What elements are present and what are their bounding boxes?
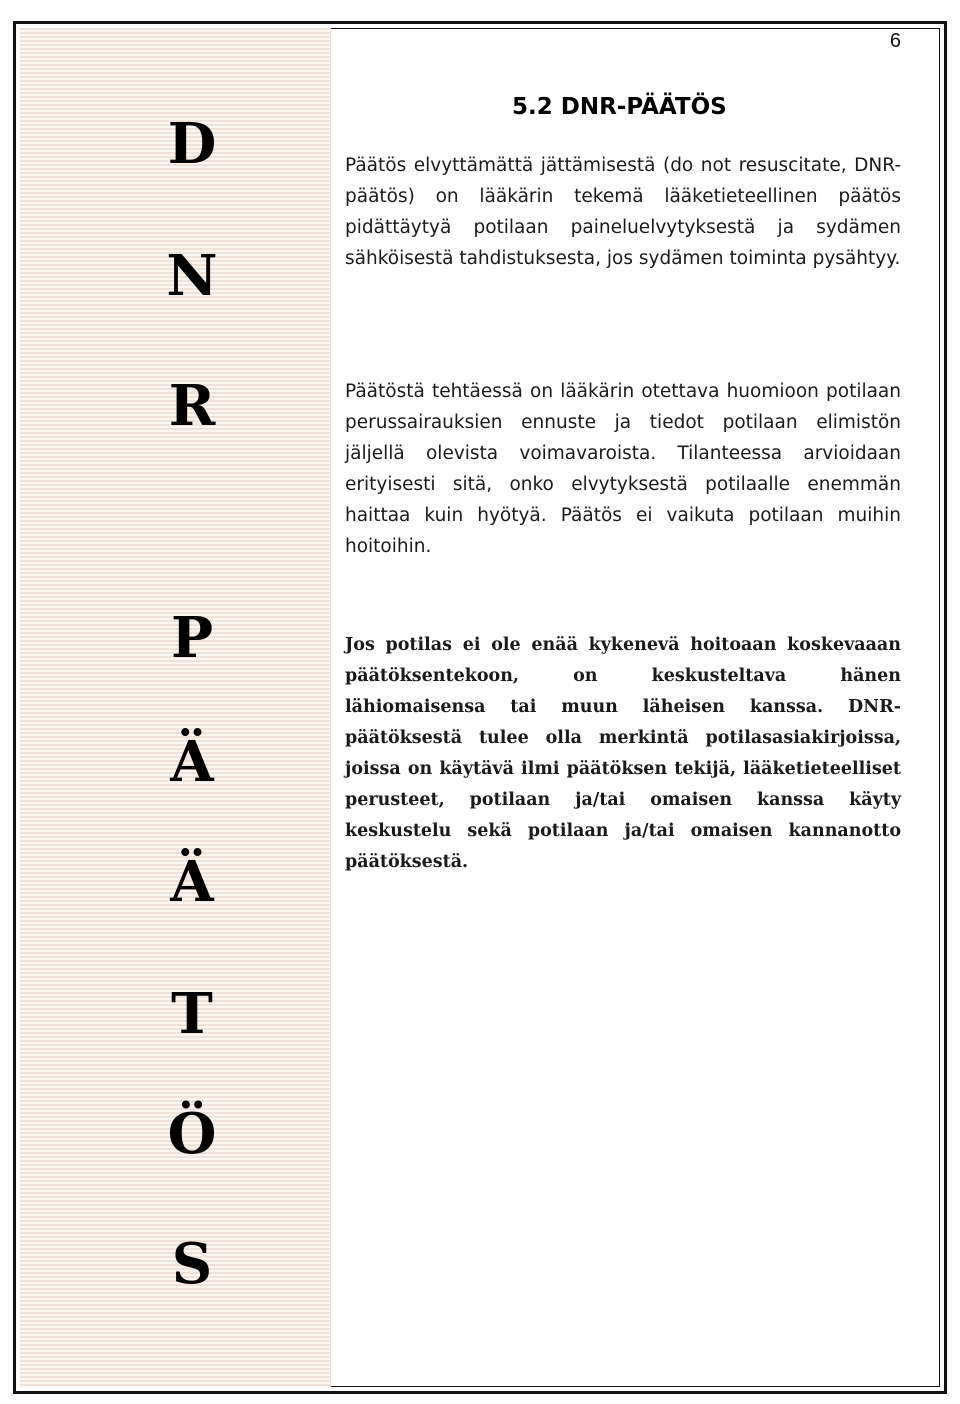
- side-title-letter: T: [171, 981, 213, 1047]
- side-title-letter: Ä: [170, 849, 214, 915]
- side-title-letter: Ö: [167, 1101, 217, 1167]
- side-title-letter: D: [167, 111, 217, 177]
- section-heading: 5.2 DNR-PÄÄTÖS: [512, 94, 727, 120]
- side-title-band: [20, 28, 331, 1387]
- side-title-letter: S: [171, 1231, 213, 1297]
- side-title-letter: N: [166, 243, 218, 309]
- side-title-letter: P: [170, 605, 214, 671]
- page-number: 6: [889, 30, 901, 52]
- side-title-letter: R: [168, 373, 216, 439]
- paragraph-decision-criteria: Päätöstä tehtäessä on lääkärin otettava huomioon potilaan perussairauksien ennuste ja tiedot potilaan elimistön jäljellä olevista voimavaroista. Tilanteessa arvioidaan erityisesti sitä, onko elvytyksestä potilaalle enemmän haittaa kuin hyötyä. Päätös ei vaikuta potilaan muihin hoitoihin.: [345, 381, 901, 557]
- paragraph-documentation: Jos potilas ei ole enää kykenevä hoitoaan koskevaaan päätöksentekoon, on keskusteltava hänen lähiomaisensa tai muun läheisen kanssa. DNR-päätöksestä tulee olla merkintä potilasasiakirjoissa, joissa on käytävä ilmi päätöksen tekijä, lääketieteelliset perusteet, potilaan ja/tai omaisen kanssa käyty keskustelu sekä potilaan ja/tai omaisen kannanotto päätöksestä.: [345, 635, 901, 872]
- side-title-letter: Ä: [170, 729, 214, 795]
- paragraph-definition: Päätös elvyttämättä jättämisestä (do not resuscitate, DNR-päätös) on lääkärin tekemä lääketieteellinen päätös pidättäytyä potilaan paineluelvytyksestä ja sydämen sähköisestä tahdistuksesta, jos sydämen toiminta pysähtyy.: [345, 155, 901, 269]
